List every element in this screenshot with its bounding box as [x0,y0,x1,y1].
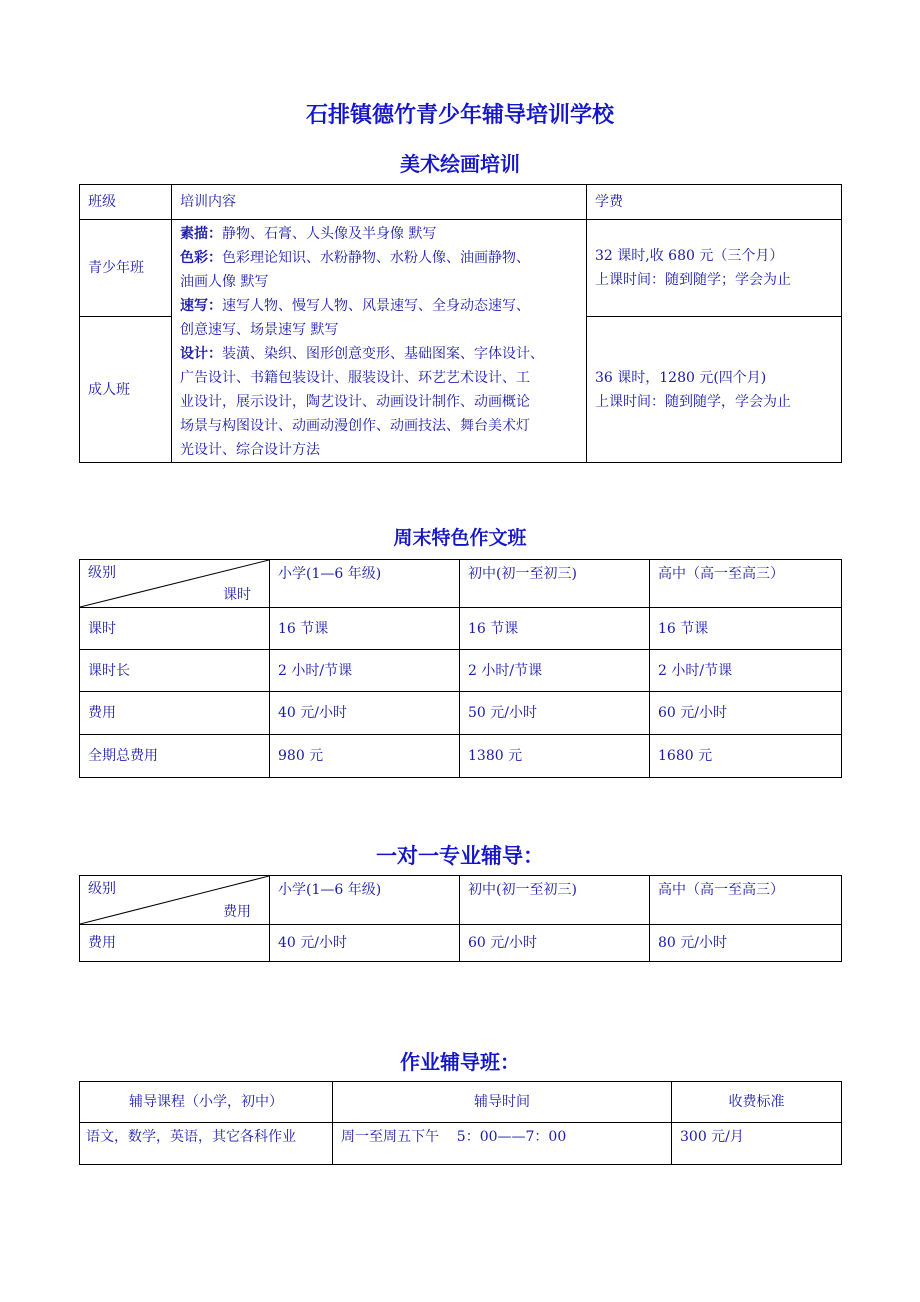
content-line: 设计：装潢、染织、图形创意变形、基础图案、字体设计、 [180,346,544,362]
table-row [80,1123,842,1165]
content-line: 素描：静物、石膏、人头像及半身像 默写 [180,226,437,242]
content-line: 场景与构图设计、动画动漫创作、动画技法、舞台美术灯 [180,418,530,434]
fee-adult: 36 课时，1280 元(四个月) 上课时间：随到随学，学会为止 [587,317,842,463]
level-junior: 初中(初一至初三) [460,560,650,608]
content-label: 设计： [180,346,222,362]
content-label: 色彩： [180,250,222,266]
table-row: 费用 40 元/小时 60 元/小时 80 元/小时 [80,925,842,962]
training-content [172,220,587,463]
content-line: 油画人像 默写 [180,274,269,290]
header-fee: 收费标准 [672,1082,842,1123]
table-row: 课时 16 节课 16 节课 16 节课 [80,608,842,650]
table-row: 全期总费用 980 元 1380 元 1680 元 [80,735,842,778]
content-line: 业设计，展示设计，陶艺设计、动画设计制作、动画概论 [180,394,530,410]
one-on-one-table [79,875,842,962]
homework-heading: 作业辅导班： [400,1050,520,1074]
level-senior: 高中（高一至高三） [650,876,842,925]
page-title: 石排镇德竹青少年辅导培训学校 [305,103,614,128]
content-line: 速写：速写人物、慢写人物、风景速写、全身动态速写、 [180,298,530,314]
art-heading: 美术绘画培训 [400,152,520,176]
content-line: 创意速写、场景速写 默写 [180,322,339,338]
time-cell: 周一至周五下午 5：00——7：00 [333,1123,672,1165]
content-line: 光设计、综合设计方法 [180,442,320,458]
content-line: 广告设计、书籍包装设计、服装设计、环艺艺术设计、工 [180,370,530,386]
art-table [79,184,842,463]
fee-cell: 300 元/月 [672,1123,842,1165]
corner-cell: 级别 费用 [80,876,270,925]
level-primary: 小学(1—6 年级) [270,876,460,925]
header-class: 班级 [80,185,172,220]
level-junior: 初中(初一至初三) [460,876,650,925]
table-row: 费用 40 元/小时 50 元/小时 60 元/小时 [80,692,842,735]
level-primary: 小学(1—6 年级) [270,560,460,608]
course-cell: 语文，数学，英语，其它各科作业 [80,1123,333,1165]
header-course: 辅导课程（小学，初中） [80,1082,333,1123]
content-label: 速写： [180,298,222,314]
one-on-one-heading: 一对一专业辅导： [376,844,544,868]
homework-table [79,1081,842,1165]
level-senior: 高中（高一至高三） [650,560,842,608]
header-fee: 学费 [587,185,842,220]
content-line: 色彩：色彩理论知识、水粉静物、水粉人像、油画静物、 [180,250,530,266]
content-label: 素描： [180,226,222,242]
weekend-table [79,559,842,778]
corner-cell: 级别 课时 [80,560,270,608]
class-adult: 成人班 [80,317,172,463]
table-row: 课时长 2 小时/节课 2 小时/节课 2 小时/节课 [80,650,842,692]
header-time: 辅导时间 [333,1082,672,1123]
fee-youth: 32 课时,收 680 元（三个月） 上课时间：随到随学；学会为止 [587,220,842,317]
class-youth: 青少年班 [80,220,172,317]
weekend-heading: 周末特色作文班 [393,527,527,549]
header-content: 培训内容 [172,185,587,220]
